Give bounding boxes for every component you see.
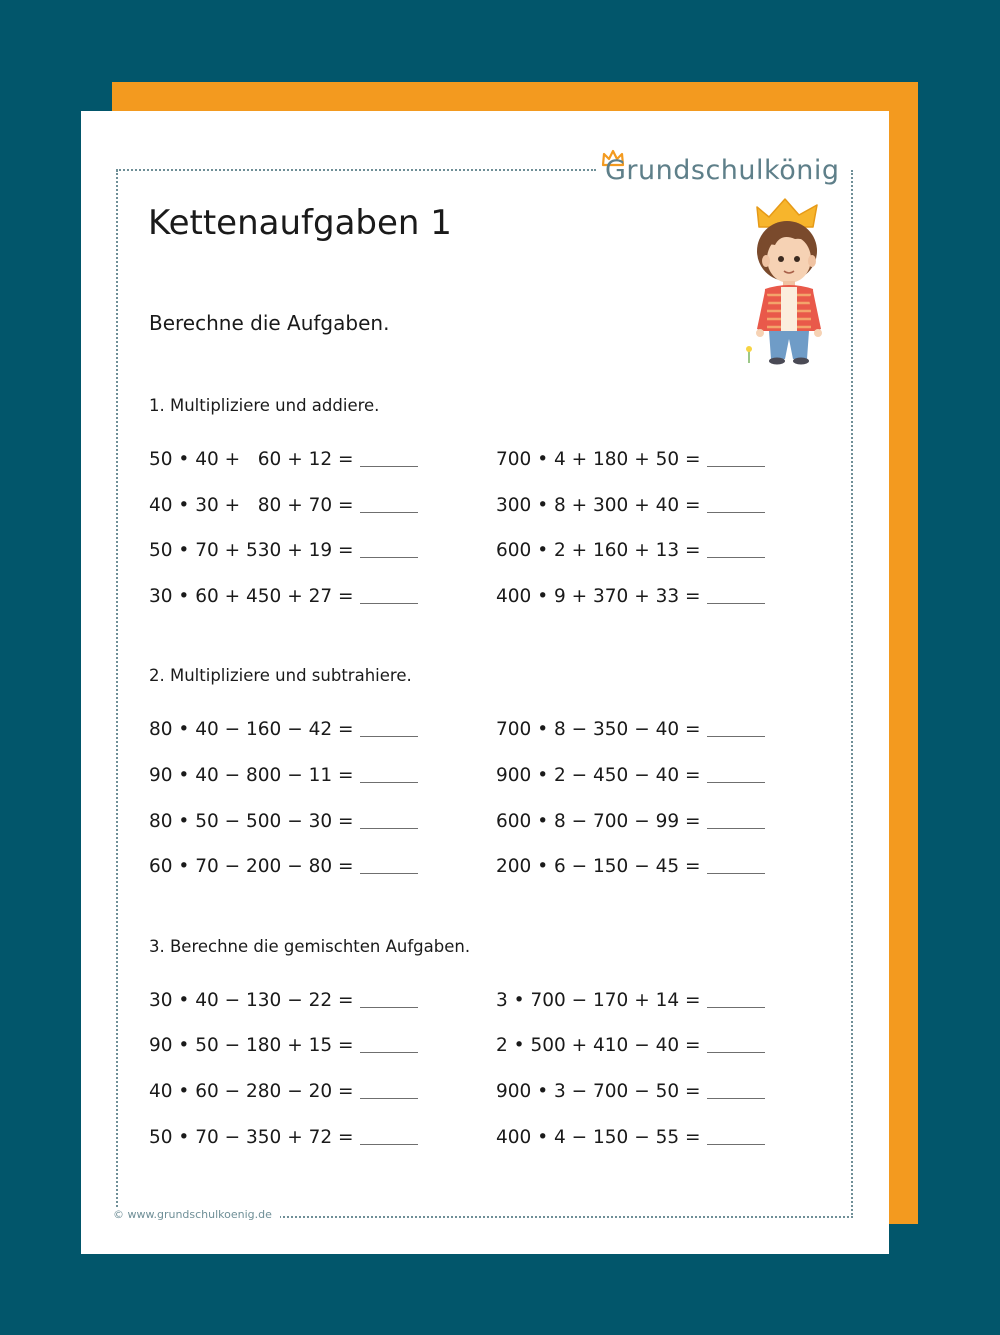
answer-line[interactable] [707,1144,765,1145]
footer-copyright: © www.grundschulkoenig.de [113,1208,280,1221]
answer-line[interactable] [360,828,418,829]
task-2-right-3: 600 • 8 − 700 − 99 = [496,811,765,832]
brand-name: Grundschulkönig [605,155,840,186]
task-3-right-4: 400 • 4 − 150 − 55 = [496,1127,765,1148]
task-3-right-2: 2 • 500 + 410 − 40 = [496,1035,765,1056]
answer-line[interactable] [707,736,765,737]
task-1-right-3: 600 • 2 + 160 + 13 = [496,540,765,561]
answer-line[interactable] [707,466,765,467]
answer-line[interactable] [360,1007,418,1008]
answer-line[interactable] [707,512,765,513]
answer-line[interactable] [707,828,765,829]
task-2-right-2: 900 • 2 − 450 − 40 = [496,765,765,786]
task-3-left-1: 30 • 40 − 130 − 22 = [149,990,418,1011]
task-2-left-4: 60 • 70 − 200 − 80 = [149,856,418,877]
task-2-right-4: 200 • 6 − 150 − 45 = [496,856,765,877]
section-heading-3: 3. Berechne die gemischten Aufgaben. [149,937,471,956]
task-3-left-4: 50 • 70 − 350 + 72 = [149,1127,418,1148]
task-1-right-2: 300 • 8 + 300 + 40 = [496,495,765,516]
answer-line[interactable] [707,1052,765,1053]
task-2-left-2: 90 • 40 − 800 − 11 = [149,765,418,786]
answer-line[interactable] [360,603,418,604]
task-2-left-1: 80 • 40 − 160 − 42 = [149,719,418,740]
instruction-text: Berechne die Aufgaben. [149,311,390,335]
task-1-left-3: 50 • 70 + 530 + 19 = [149,540,418,561]
answer-line[interactable] [707,1098,765,1099]
answer-line[interactable] [360,1098,418,1099]
answer-line[interactable] [360,873,418,874]
answer-line[interactable] [360,512,418,513]
task-2-left-3: 80 • 50 − 500 − 30 = [149,811,418,832]
answer-line[interactable] [360,466,418,467]
task-3-left-3: 40 • 60 − 280 − 20 = [149,1081,418,1102]
task-1-right-4: 400 • 9 + 370 + 33 = [496,586,765,607]
brand-logo [601,149,861,189]
section-heading-1: 1. Multipliziere und addiere. [149,396,380,415]
task-1-left-2: 40 • 30 + 80 + 70 = [149,495,418,516]
answer-line[interactable] [707,557,765,558]
answer-line[interactable] [707,782,765,783]
answer-line[interactable] [707,873,765,874]
answer-line[interactable] [360,1052,418,1053]
task-3-right-3: 900 • 3 − 700 − 50 = [496,1081,765,1102]
answer-line[interactable] [360,557,418,558]
boy-with-crown-illustration [741,193,835,365]
answer-line[interactable] [360,782,418,783]
task-2-right-1: 700 • 8 − 350 − 40 = [496,719,765,740]
answer-line[interactable] [707,1007,765,1008]
section-heading-2: 2. Multipliziere und subtrahiere. [149,666,412,685]
task-1-left-4: 30 • 60 + 450 + 27 = [149,586,418,607]
task-1-right-1: 700 • 4 + 180 + 50 = [496,449,765,470]
task-3-right-1: 3 • 700 − 170 + 14 = [496,990,765,1011]
task-1-left-1: 50 • 40 + 60 + 12 = [149,449,418,470]
answer-line[interactable] [360,736,418,737]
worksheet-page [81,111,889,1254]
answer-line[interactable] [707,603,765,604]
page-title: Kettenaufgaben 1 [148,203,452,243]
task-3-left-2: 90 • 50 − 180 + 15 = [149,1035,418,1056]
answer-line[interactable] [360,1144,418,1145]
